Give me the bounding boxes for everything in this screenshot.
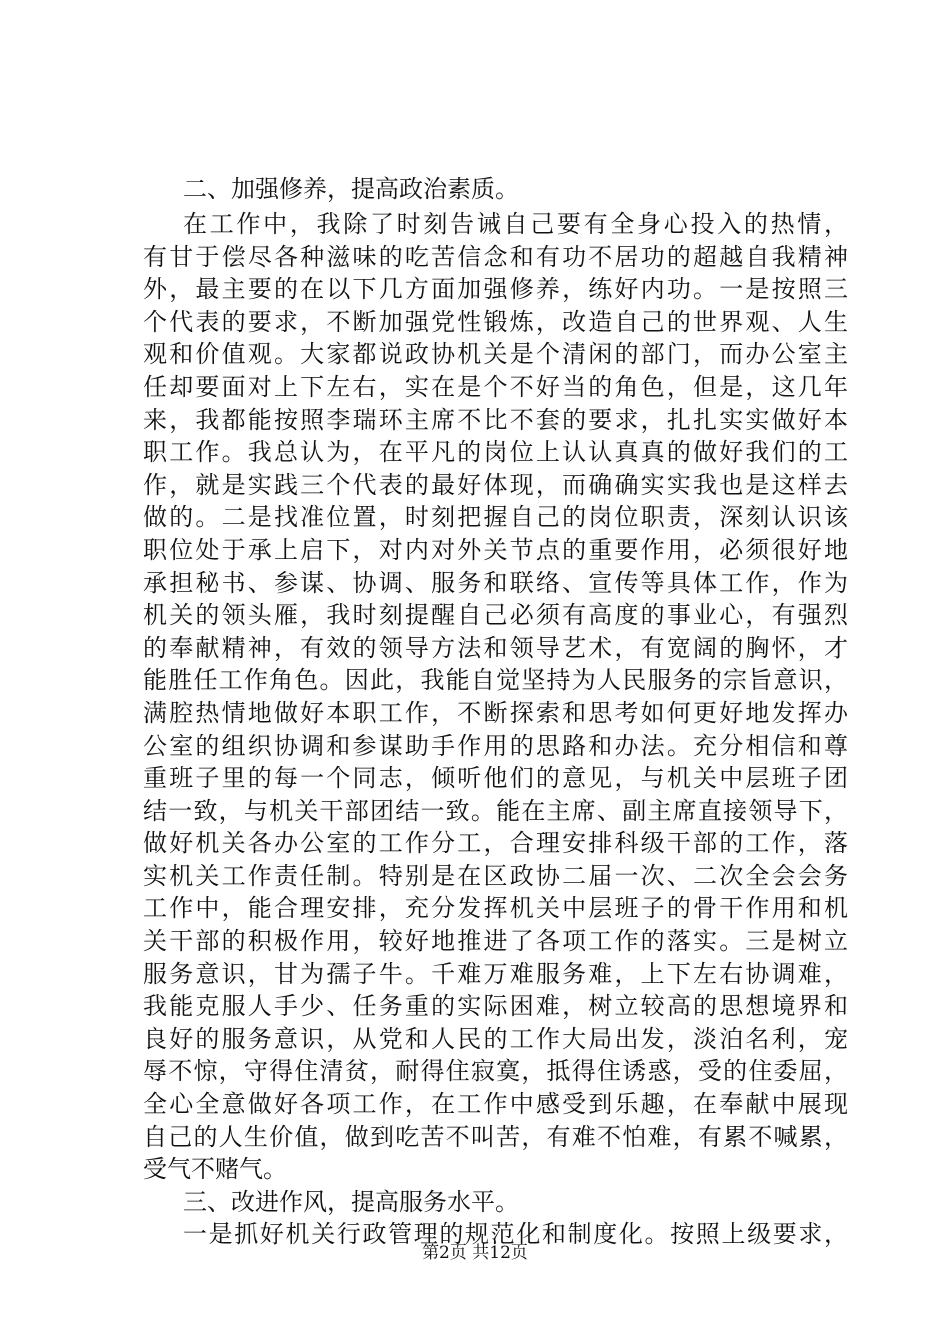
section-heading: 二、加强修养，提高政治素质。: [183, 175, 519, 203]
text-line: 一是抓好机关行政管理的规范化和制度化。按照上级要求，: [183, 1220, 848, 1249]
text-line: 自己的人生价值，做到吃苦不叫苦，有难不怕难，有累不喊累，: [143, 1122, 848, 1151]
text-line: 服务意识，甘为孺子牛。千难万难服务难，上下左右协调难，: [143, 959, 848, 988]
text-line: 重班子里的每一个同志，倾听他们的意见，与机关中层班子团: [143, 764, 848, 793]
text-line: 我能克服人手少、任务重的实际困难，树立较高的思想境界和: [143, 992, 848, 1021]
text-line: 来，我都能按照李瑞环主席不比不套的要求，扎扎实实做好本: [143, 405, 848, 434]
text-line: 工作中，能合理安排，充分发挥机关中层班子的骨干作用和机: [143, 894, 848, 923]
text-line: 任却要面对上下左右，实在是个不好当的角色，但是，这几年: [143, 372, 848, 401]
text-line: 承担秘书、参谋、协调、服务和联络、宣传等具体工作，作为: [143, 568, 848, 597]
text-line: 职工作。我总认为，在平凡的岗位上认认真真的做好我们的工: [143, 438, 848, 467]
text-line: 机关的领头雁，我时刻提醒自己必须有高度的事业心，有强烈: [143, 601, 848, 630]
text-line: 关干部的积极作用，较好地推进了各项工作的落实。三是树立: [143, 927, 848, 956]
text-line: 全心全意做好各项工作，在工作中感受到乐趣，在奉献中展现: [143, 1090, 848, 1119]
text-line: 做好机关各办公室的工作分工，合理安排科级干部的工作，落: [143, 829, 848, 858]
text-line: 良好的服务意识，从党和人民的工作大局出发，淡泊名利，宠: [143, 1024, 848, 1053]
text-line: 外，最主要的在以下几方面加强修养，练好内功。一是按照三: [143, 275, 848, 304]
page-footer: 第2页 共12页: [422, 1243, 528, 1263]
text-line: 能胜任工作角色。因此，我能自觉坚持为人民服务的宗旨意识，: [143, 666, 848, 695]
text-line: 满腔热情地做好本职工作，不断探索和思考如何更好地发挥办: [143, 698, 848, 727]
text-line: 受气不赌气。: [143, 1155, 287, 1184]
text-line: 辱不惊，守得住清贫，耐得住寂寞，抵得住诱惑，受的住委屈，: [143, 1057, 848, 1086]
text-line: 做的。二是找准位置，时刻把握自己的岗位职责，深刻认识该: [143, 503, 848, 532]
text-line: 三、改进作风，提高服务水平。: [183, 1187, 519, 1216]
text-line: 结一致，与机关干部团结一致。能在主席、副主席直接领导下，: [143, 796, 848, 825]
text-line: 职位处于承上启下，对内对外关节点的重要作用，必须很好地: [143, 535, 848, 564]
text-line: 作，就是实践三个代表的最好体现，而确确实实我也是这样去: [143, 470, 848, 499]
text-line: 在工作中，我除了时刻告诫自己要有全身心投入的热情，: [183, 210, 848, 238]
text-line: 有甘于偿尽各种滋味的吃苦信念和有功不居功的超越自我精神: [143, 242, 848, 271]
body-text: [143, 208, 848, 1251]
text-line: 实机关工作责任制。特别是在区政协二届一次、二次全会会务: [143, 861, 848, 890]
text-line: 观和价值观。大家都说政协机关是个清闲的部门，而办公室主: [143, 340, 848, 369]
text-line: 个代表的要求，不断加强党性锻炼，改造自己的世界观、人生: [143, 307, 848, 336]
text-line: 公室的组织协调和参谋助手作用的思路和办法。充分相信和尊: [143, 731, 848, 760]
text-line: 的奉献精神，有效的领导方法和领导艺术，有宽阔的胸怀，才: [143, 633, 848, 662]
